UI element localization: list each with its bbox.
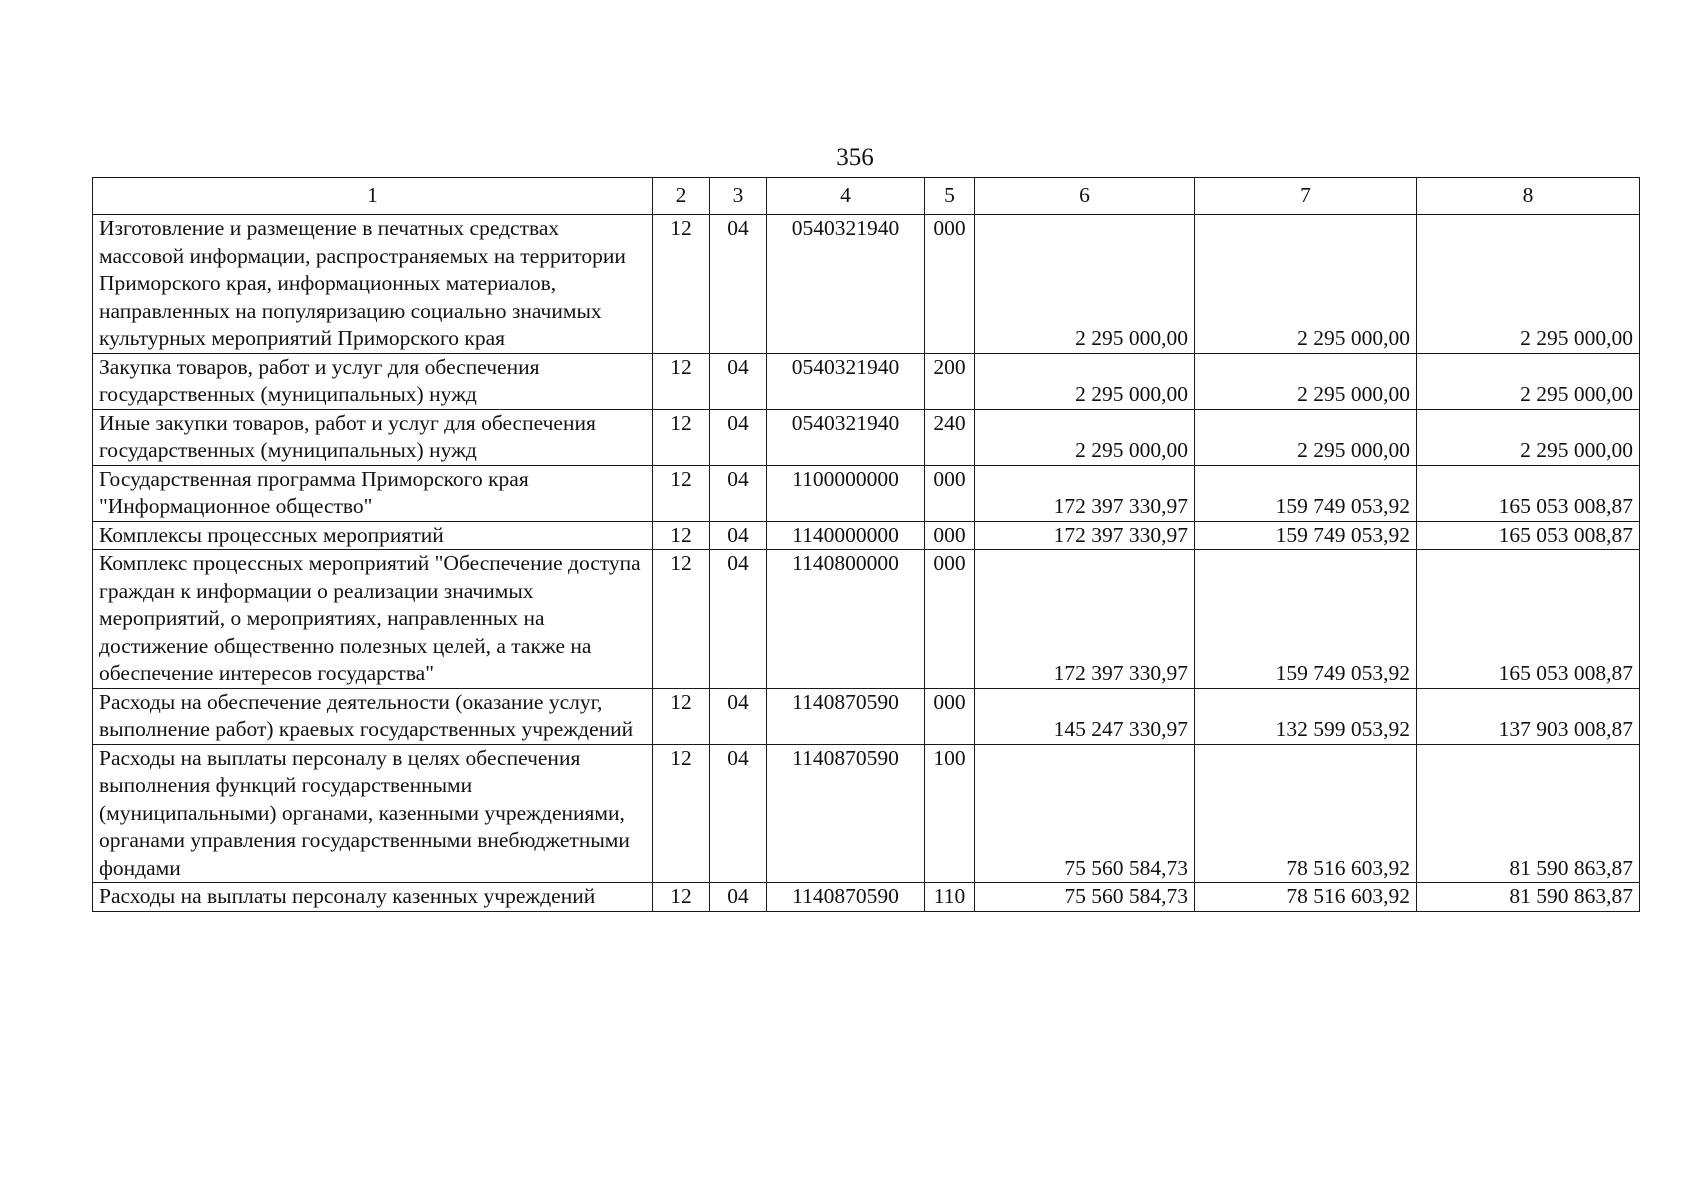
table-row (93, 688, 1640, 744)
page-number: 356 (836, 144, 874, 171)
row-expense-type: 000 (925, 550, 975, 689)
row-expense-type: 000 (925, 465, 975, 521)
row-section: 12 (653, 215, 710, 354)
table-row (93, 883, 1640, 912)
row-name: Закупка товаров, работ и услуг для обеспечения государственных (муниципальных) нужд (93, 353, 653, 409)
row-amount-6: 75 560 584,73 (975, 744, 1195, 883)
row-amount-6: 2 295 000,00 (975, 353, 1195, 409)
row-expense-type: 110 (925, 883, 975, 912)
row-expense-type: 000 (925, 688, 975, 744)
table-row (93, 215, 1640, 354)
row-target-code: 0540321940 (767, 215, 925, 354)
row-amount-8: 165 053 008,87 (1417, 521, 1640, 550)
table-row (93, 465, 1640, 521)
row-section: 12 (653, 521, 710, 550)
row-section: 12 (653, 688, 710, 744)
row-amount-7: 2 295 000,00 (1195, 353, 1417, 409)
row-amount-6: 145 247 330,97 (975, 688, 1195, 744)
row-name: Комплексы процессных мероприятий (93, 521, 653, 550)
row-amount-6: 172 397 330,97 (975, 521, 1195, 550)
header-col-3: 3 (710, 178, 767, 215)
header-col-8: 8 (1417, 178, 1640, 215)
table-row (93, 409, 1640, 465)
row-subsection: 04 (710, 521, 767, 550)
row-amount-7: 159 749 053,92 (1195, 465, 1417, 521)
table-row (93, 550, 1640, 689)
row-section: 12 (653, 550, 710, 689)
row-amount-8: 165 053 008,87 (1417, 550, 1640, 689)
row-target-code: 1140870590 (767, 744, 925, 883)
row-name: Расходы на обеспечение деятельности (оказание услуг, выполнение работ) краевых государственных учреждений (93, 688, 653, 744)
table-row (93, 353, 1640, 409)
row-amount-8: 2 295 000,00 (1417, 215, 1640, 354)
row-subsection: 04 (710, 409, 767, 465)
row-amount-8: 2 295 000,00 (1417, 353, 1640, 409)
header-row (93, 178, 1640, 215)
row-subsection: 04 (710, 353, 767, 409)
row-amount-7: 159 749 053,92 (1195, 550, 1417, 689)
row-subsection: 04 (710, 688, 767, 744)
row-amount-8: 81 590 863,87 (1417, 883, 1640, 912)
row-amount-8: 137 903 008,87 (1417, 688, 1640, 744)
row-amount-6: 75 560 584,73 (975, 883, 1195, 912)
row-name: Иные закупки товаров, работ и услуг для обеспечения государственных (муниципальных) нужд (93, 409, 653, 465)
row-amount-7: 78 516 603,92 (1195, 883, 1417, 912)
row-name: Расходы на выплаты персоналу в целях обеспечения выполнения функций государственными (муниципальными) органами, казенными учреждениями, органами управления государственными внебюджетными фондами (93, 744, 653, 883)
table-row (93, 521, 1640, 550)
row-amount-7: 132 599 053,92 (1195, 688, 1417, 744)
row-name: Комплекс процессных мероприятий "Обеспечение доступа граждан к информации о реализации значимых мероприятий, о мероприятиях, направленных на достижение общественно полезных целей, а также на обеспечение интересов государства" (93, 550, 653, 689)
row-section: 12 (653, 465, 710, 521)
row-subsection: 04 (710, 744, 767, 883)
row-expense-type: 000 (925, 521, 975, 550)
row-subsection: 04 (710, 550, 767, 689)
row-target-code: 1140000000 (767, 521, 925, 550)
row-amount-6: 172 397 330,97 (975, 465, 1195, 521)
row-target-code: 1140870590 (767, 883, 925, 912)
row-expense-type: 100 (925, 744, 975, 883)
row-amount-7: 78 516 603,92 (1195, 744, 1417, 883)
row-section: 12 (653, 744, 710, 883)
row-name: Государственная программа Приморского края "Информационное общество" (93, 465, 653, 521)
header-col-5: 5 (925, 178, 975, 215)
row-subsection: 04 (710, 215, 767, 354)
header-col-4: 4 (767, 178, 925, 215)
row-subsection: 04 (710, 883, 767, 912)
row-name: Изготовление и размещение в печатных средствах массовой информации, распространяемых на территории Приморского края, информационных материалов, направленных на популяризацию социально значимых культурных мероприятий Приморского края (93, 215, 653, 354)
row-target-code: 1140800000 (767, 550, 925, 689)
row-amount-6: 172 397 330,97 (975, 550, 1195, 689)
row-amount-8: 165 053 008,87 (1417, 465, 1640, 521)
row-amount-7: 2 295 000,00 (1195, 215, 1417, 354)
header-col-2: 2 (653, 178, 710, 215)
table-row (93, 744, 1640, 883)
budget-table (92, 177, 1640, 912)
row-section: 12 (653, 353, 710, 409)
row-target-code: 0540321940 (767, 409, 925, 465)
row-expense-type: 000 (925, 215, 975, 354)
header-col-6: 6 (975, 178, 1195, 215)
row-amount-6: 2 295 000,00 (975, 215, 1195, 354)
row-amount-7: 159 749 053,92 (1195, 521, 1417, 550)
header-col-1: 1 (93, 178, 653, 215)
table-body (93, 215, 1640, 912)
row-target-code: 0540321940 (767, 353, 925, 409)
row-target-code: 1140870590 (767, 688, 925, 744)
row-amount-8: 81 590 863,87 (1417, 744, 1640, 883)
row-amount-7: 2 295 000,00 (1195, 409, 1417, 465)
row-expense-type: 200 (925, 353, 975, 409)
header-col-7: 7 (1195, 178, 1417, 215)
row-section: 12 (653, 409, 710, 465)
row-target-code: 1100000000 (767, 465, 925, 521)
row-amount-6: 2 295 000,00 (975, 409, 1195, 465)
row-section: 12 (653, 883, 710, 912)
table-header (93, 178, 1640, 215)
row-amount-8: 2 295 000,00 (1417, 409, 1640, 465)
row-expense-type: 240 (925, 409, 975, 465)
row-subsection: 04 (710, 465, 767, 521)
row-name: Расходы на выплаты персоналу казенных учреждений (93, 883, 653, 912)
